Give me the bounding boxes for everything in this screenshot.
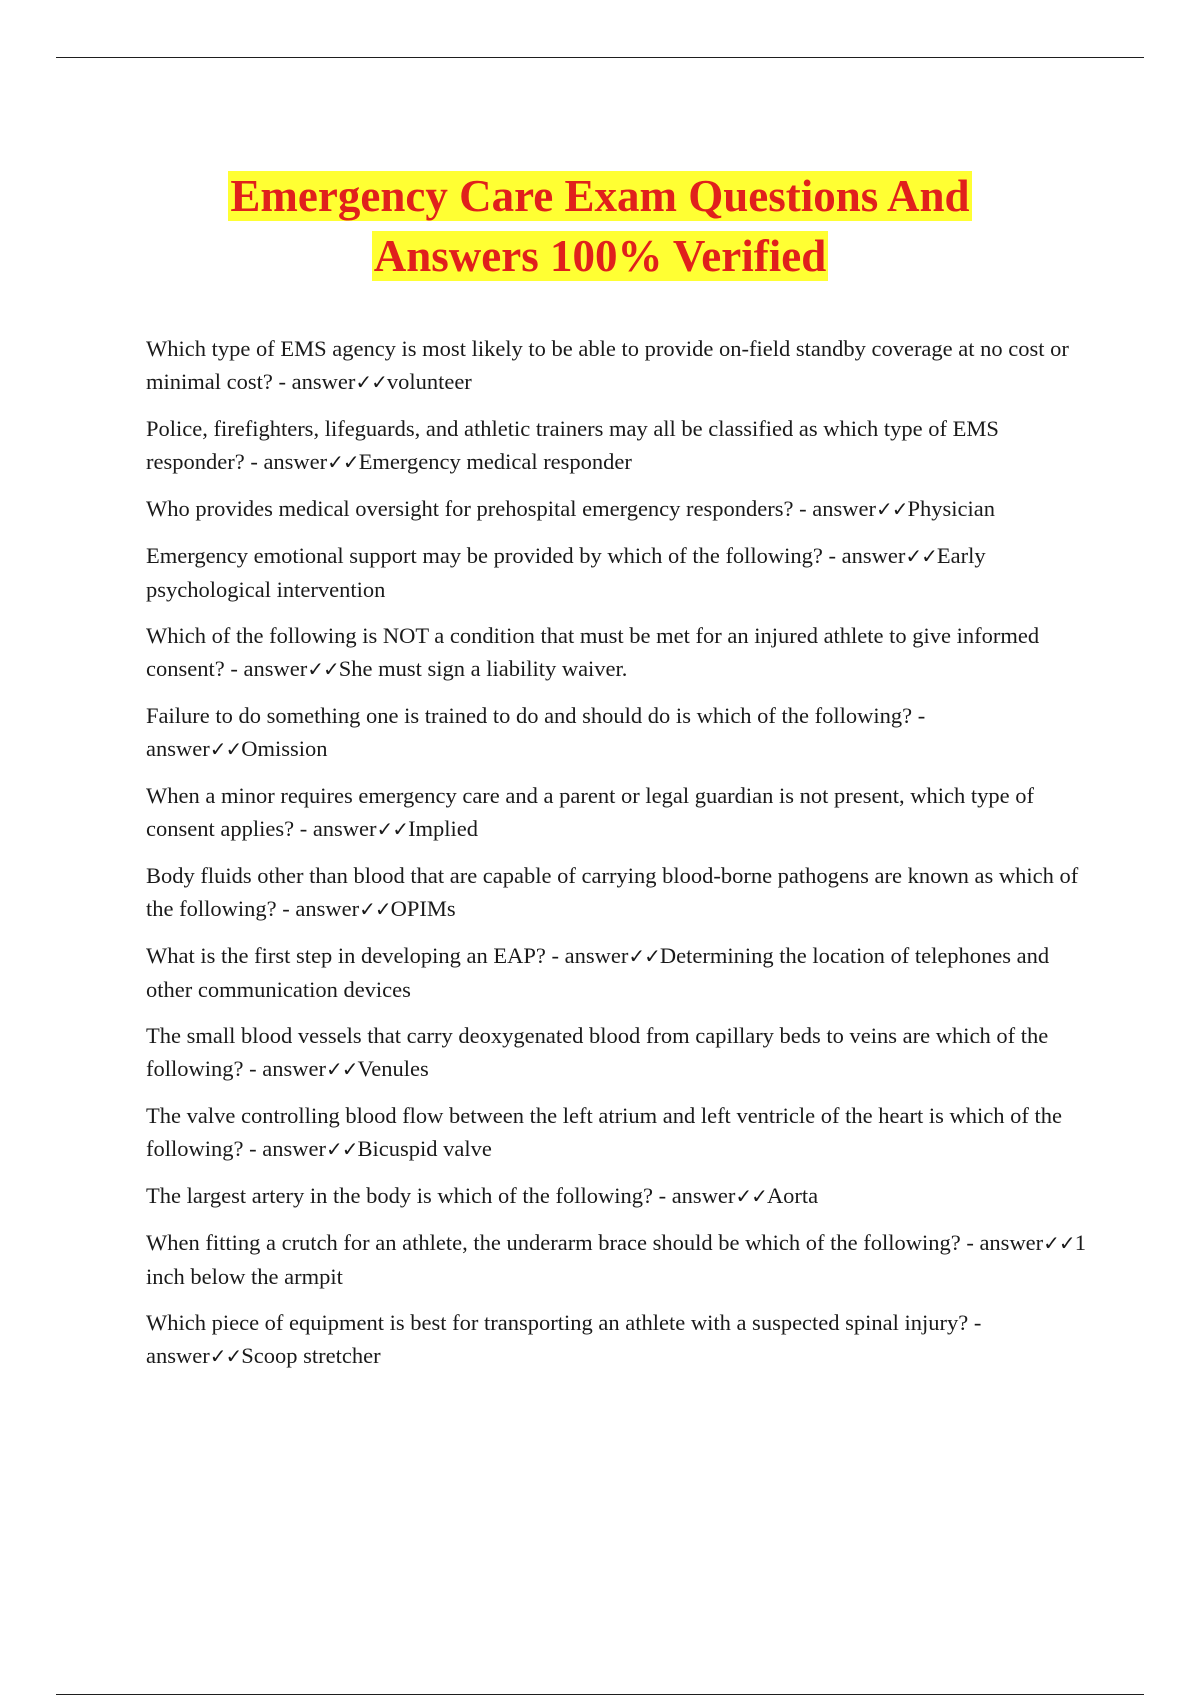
answer-text: OPIMs xyxy=(390,896,456,921)
question-text: When fitting a crutch for an athlete, the underarm brace should be which of the following? - answer xyxy=(146,1230,1044,1255)
answer-text: volunteer xyxy=(386,369,472,394)
answer-text: Scoop stretcher xyxy=(241,1343,381,1368)
qa-item xyxy=(146,332,1086,399)
question-text: Emergency emotional support may be provided by which of the following? - answer xyxy=(146,543,906,568)
top-rule xyxy=(56,57,1144,58)
answer-text: Bicuspid valve xyxy=(357,1136,492,1161)
check-icon: ✓✓ xyxy=(209,737,242,761)
qa-item xyxy=(146,412,1086,479)
qa-item xyxy=(146,492,1086,526)
check-icon: ✓✓ xyxy=(209,1344,242,1368)
question-text: The small blood vessels that carry deoxygenated blood from capillary beds to veins are which of the following? - answer xyxy=(146,1023,1049,1081)
answer-text: Venules xyxy=(357,1056,429,1081)
qa-item xyxy=(146,1179,1086,1213)
qa-item xyxy=(146,779,1086,846)
title-line-2: Answers 100% Verified xyxy=(373,231,827,281)
check-icon: ✓✓ xyxy=(307,657,339,681)
document-title xyxy=(100,166,1100,286)
question-text: When a minor requires emergency care and a parent or legal guardian is not present, which type of consent applies? - answer xyxy=(146,783,1034,841)
check-icon: ✓✓ xyxy=(325,1137,358,1161)
question-text: The largest artery in the body is which of the following? - answer xyxy=(146,1183,736,1208)
question-text: What is the first step in developing an EAP? - answer xyxy=(146,943,629,968)
check-icon: ✓✓ xyxy=(905,544,937,568)
answer-text: She must sign a liability waiver. xyxy=(338,656,628,681)
question-text: Police, firefighters, lifeguards, and athletic trainers may all be classified as which type of EMS responder? - answer xyxy=(146,416,999,474)
check-icon: ✓✓ xyxy=(875,497,908,521)
question-text: Which type of EMS agency is most likely to be able to provide on-field standby coverage at no cost or minimal cost? - answer xyxy=(146,336,1069,394)
qa-item xyxy=(146,1306,1086,1373)
question-text: Which piece of equipment is best for transporting an athlete with a suspected spinal injury? - answer xyxy=(146,1310,982,1368)
check-icon: ✓✓ xyxy=(327,450,359,474)
answer-text: Physician xyxy=(907,496,995,521)
qa-item xyxy=(146,1099,1086,1166)
qa-item xyxy=(146,1226,1086,1293)
question-text: Failure to do something one is trained to do and should do is which of the following? - answer xyxy=(146,703,926,761)
question-text: The valve controlling blood flow between the left atrium and left ventricle of the heart is which of the following? - answer xyxy=(146,1103,1062,1161)
qa-item xyxy=(146,539,1086,606)
qa-item xyxy=(146,699,1086,766)
question-text: Which of the following is NOT a condition that must be met for an injured athlete to give informed consent? - answer xyxy=(146,623,1040,681)
qa-item xyxy=(146,1019,1086,1086)
question-text: Body fluids other than blood that are capable of carrying blood-borne pathogens are known as which of the following? - answer xyxy=(146,863,1079,921)
answer-text: Emergency medical responder xyxy=(358,449,632,474)
check-icon: ✓✓ xyxy=(628,944,660,968)
check-icon: ✓✓ xyxy=(359,897,391,921)
check-icon: ✓✓ xyxy=(376,817,409,841)
qa-item xyxy=(146,619,1086,686)
answer-text: Early psychological intervention xyxy=(146,543,986,602)
answer-text: Implied xyxy=(408,816,479,841)
check-icon: ✓✓ xyxy=(325,1057,358,1081)
bottom-rule xyxy=(56,1694,1144,1695)
qa-list xyxy=(146,332,1086,1386)
answer-text: 1 inch below the armpit xyxy=(146,1230,1086,1289)
question-text: Who provides medical oversight for prehospital emergency responders? - answer xyxy=(146,496,876,521)
answer-text: Aorta xyxy=(766,1183,819,1208)
title-line-1: Emergency Care Exam Questions And xyxy=(230,171,970,221)
answer-text: Omission xyxy=(241,736,328,761)
check-icon: ✓✓ xyxy=(355,370,387,394)
check-icon: ✓✓ xyxy=(1043,1231,1075,1255)
qa-item xyxy=(146,939,1086,1006)
qa-item xyxy=(146,859,1086,926)
check-icon: ✓✓ xyxy=(735,1184,767,1208)
answer-text: Determining the location of telephones and other communication devices xyxy=(146,943,1050,1002)
